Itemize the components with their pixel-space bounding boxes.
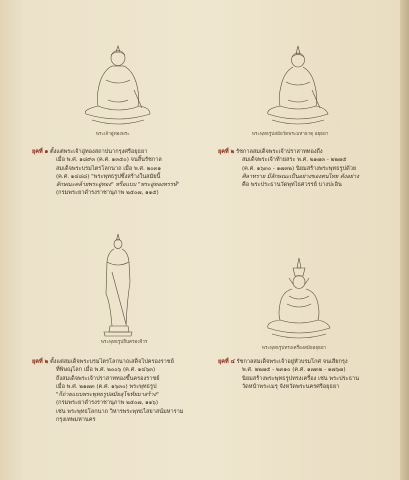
era-2-line-2: สมเด็จพระเจ้าท้ายสระ พ.ศ. ๒๑๗๓ - ๒๒๗๕ (242, 157, 347, 164)
era-1-line-1: ตั้งแต่พระเจ้าอู่ทองสถาปนากรุงศรีอยุธยา (50, 149, 148, 155)
era-2-line-3: (ค.ศ. ๑๖๓๐ - ๑๗๓๒) นิยมสร้างพระพุทธรูปด้วย (242, 165, 357, 172)
era-4-label: ยุคที่ ๔ (218, 359, 235, 365)
era-2-line-1: รัชกาลสมเด็จพระเจ้าปราสาททองถึง (236, 149, 323, 155)
page-edge (400, 0, 409, 480)
era-3-line-1: ตั้งแต่สมเด็จพระบรมไตรโลกนาถเสด็จไปครองราชย์ (50, 359, 174, 365)
era-3-line-2: ที่พิษณุโลก เมื่อ พ.ศ. ๒๐๐๖ (ค.ศ. ๑๔๖๓) (56, 367, 156, 374)
era-2-line-4: ศิลาทราย มีลักษณะเป็นอย่างของตนไทย ดังอย่าง (242, 173, 359, 180)
figure-4-caption: พระพุทธรูปทรงเครื่องสมัยอยุธยา (262, 346, 327, 351)
era-4-line-3: นิยมสร้างพระพุทธรูปทรงเครื่อง เช่น พระประธาน (242, 375, 360, 382)
era-1-line-4: (ค.ศ. ๑๔๘๘) "พระพุทธรูปซึ่งสร้างในสมัยนี้ (56, 173, 161, 180)
seated-buddha-drawing-2 (258, 42, 338, 130)
figure-1-caption: พระเจ้าอู่ทองพระ (96, 132, 130, 137)
figure-2-caption: พระพุทธรูปสมัยวัดพระมหาธาตุ อยุธยา (252, 132, 329, 137)
era-1-line-2: เมื่อ พ.ศ. ๑๘๙๓ (ค.ศ. ๑๓๕๐) จนสิ้นรัชกาล (56, 157, 162, 164)
era-4-line-2: พ.ศ. ๒๒๗๕ - ๒๓๑๐ (ค.ศ. ๑๗๓๒ - ๑๗๖๗) (242, 367, 346, 374)
era-3-line-3: ถึงสมเด็จพระเจ้าปราสาททองขึ้นครองราชย์ (56, 375, 160, 382)
figure-3-caption: พระพุทธรูปยืนครองจีวร (101, 340, 148, 345)
era-3-line-6: (กรมพระยาดำรงราชานุภาพ ๒๕๐๗, ๑๑๖) (56, 400, 159, 407)
era-entry-4 (218, 358, 359, 391)
era-1-label: ยุคที่ ๑ (32, 149, 49, 155)
era-4-line-1: รัชกาลสมเด็จพระเจ้าอยู่หัวบรมโกศ จนเสียกรุง (236, 359, 348, 365)
era-entry-2 (218, 148, 359, 189)
era-2-label: ยุคที่ ๒ (218, 149, 235, 155)
era-2-line-5: คือ พระประธานวัดพุทไธศวรรย์ บางปะอิน (242, 182, 342, 189)
crowned-buddha-drawing (262, 258, 336, 342)
era-entry-3 (32, 358, 183, 424)
era-3-line-8: กรุงเทพมหานคร (56, 417, 96, 424)
era-4-line-4: วัดหน้าพระเมรุ จังหวัดพระนครศรีอยุธยา (242, 383, 340, 390)
era-1-line-3: สมเด็จพระบรมไตรโลกนาถ เมื่อ พ.ศ. ๒๐๓๑ (56, 165, 162, 172)
era-entry-1 (32, 148, 179, 198)
era-3-line-4: เมื่อ พ.ศ. ๒๑๗๓ (ค.ศ. ๑๖๓๐) พระพุทธรูป (56, 383, 157, 390)
standing-buddha-drawing (98, 232, 138, 340)
era-1-line-5: ลักษณะคล้ายพระอู่ทอง" หรือแบบ "พระอู่ทองหรรษ์" (56, 182, 180, 189)
era-3-line-7: เช่น พระพุทธโลกนาถ วิหารพระพุทธไสยาสน์มหาราม (56, 408, 184, 415)
seated-buddha-drawing-1 (78, 40, 158, 130)
era-1-line-6: (กรมพระยาดำรงราชานุภาพ ๒๕๐๗, ๑๑๕) (56, 190, 159, 197)
era-3-line-5: "ก็ถ่ายแบบพระพุทธรูปสมัยสุโขทัยมาสร้าง" (56, 392, 159, 399)
era-3-label: ยุคที่ ๒ (32, 359, 49, 365)
